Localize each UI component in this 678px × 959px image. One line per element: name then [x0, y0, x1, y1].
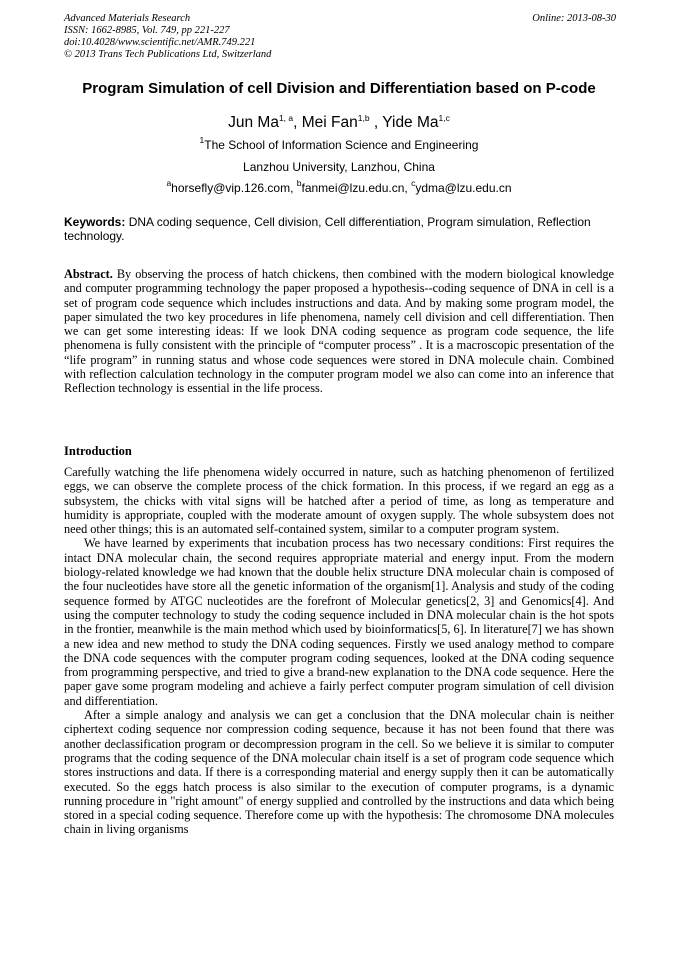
email: horsefly@vip.126.com	[171, 181, 291, 195]
author-line	[40, 113, 638, 132]
email-sup: c	[411, 178, 416, 188]
author-name: Mei Fan	[301, 114, 358, 131]
issn-line: ISSN: 1662-8985, Vol. 749, pp 221-227	[64, 25, 230, 36]
author-name: Yide Ma	[382, 114, 439, 131]
affiliation-line-1	[40, 135, 638, 152]
email: ydma@lzu.edu.cn	[415, 181, 512, 195]
email-sep: ,	[290, 181, 297, 195]
email-sup: b	[296, 178, 302, 188]
paper-title: Program Simulation of cell Division and Differentiation based on P-code	[82, 80, 596, 97]
body-paragraph: Carefully watching the life phenomena widely occurred in nature, such as hatching phenomenon of fertilized eggs, we can observe the complete process of the chick formation. In this process, if we regard an egg as a subsystem, the chicks with vital signs will be hatched after a period of time, as long as temperature and humidity is appropriate, coupled with the moderate amount of oxygen supply. The whole subsystem does not need other things; this is an automated self-contained system, similar to a computer program system.	[64, 465, 614, 537]
author-sup: 1,b	[357, 113, 370, 123]
body-paragraph: We have learned by experiments that incubation process has two necessary conditions: First requires the intact DNA molecular chain, the second requires appropriate material and energy input. From the modern biology-related knowledge we had known that the double helix structure DNA molecular chain is composed of the four nucleotides have store all the genetic information of the organism[1]. Analysis and study of the coding sequence formed by ATGC nucleotides are the forefront of Molecular genetics[2, 3] and Genomics[4]. And using the computer technology to study the coding sequence included in DNA molecular chain is the hot spots in the frontier, meanwhile is the main method which used by bioinformatics[5, 6]. In literature[7] we has shown a new idea and new method to study the DNA coding sequences. Firstly we used analogy method to compare the DNA code sequences with the computer program coding sequences, looked at the DNA coding sequence from programming perspective, and tried to give a brand-new explanation to the DNA code sequence. Here the paper gave some program modeling and achieve a fairly perfect computer program simulation of cell division and differentiation.	[64, 536, 614, 708]
copyright-line: © 2013 Trans Tech Publications Ltd, Switzerland	[64, 49, 272, 60]
journal-header	[64, 13, 616, 61]
keywords-text: DNA coding sequence, Cell division, Cell differentiation, Program simulation, Reflection technology.	[64, 215, 591, 243]
abstract-label: Abstract.	[64, 267, 113, 281]
email-line	[40, 178, 638, 195]
journal-name: Advanced Materials Research	[64, 13, 191, 24]
email-sep: ,	[404, 181, 412, 195]
keywords	[64, 215, 616, 243]
abstract	[64, 267, 614, 396]
email-sup: a	[166, 178, 172, 188]
author-name: Jun Ma	[228, 114, 279, 131]
online-date: Online: 2013-08-30	[532, 13, 616, 24]
author-sup: 1,c	[438, 113, 450, 123]
abstract-text: By observing the process of hatch chickens, then combined with the modern biological knowledge and computer programming technology the paper proposed a hypothesis--coding sequence of DNA in cell is a set of program code sequence which includes instructions and data. And by making some program model, the paper simulated the two key procedures in life phenomena, namely cell division and cell differentiation. Then we can get some interesting ideas: If we look DNA coding sequence as program code sequence, the life phenomena is fully consistent with the principle of “computer process” . It is a macroscopic presentation of the “life program” in running status and whose code sequences were stored in DNA molecule chain. Combined with reflection calculation technology in the computer program model we also can come into an inference that Reflection technology is essential in the life process.	[64, 267, 614, 396]
keywords-label: Keywords:	[64, 215, 126, 229]
introduction-body	[64, 465, 614, 837]
affiliation-sup: 1	[199, 135, 205, 145]
affiliation-school: The School of Information Science and Engineering	[204, 138, 479, 152]
affiliation-line-2: Lanzhou University, Lanzhou, China	[243, 160, 435, 174]
author-sep: ,	[369, 114, 383, 131]
author-sep: ,	[293, 114, 302, 131]
section-heading-introduction: Introduction	[64, 444, 132, 458]
email: fanmei@lzu.edu.cn	[301, 181, 405, 195]
body-paragraph: After a simple analogy and analysis we can get a conclusion that the DNA molecular chain is neither ciphertext coding sequence nor compression coding sequence, because it has not been found that there was another declassification program or decompression program in the cell. So we believe it is similar to computer programs that the coding sequence of the DNA molecular chain itself is a set of program code sequence which stores instructions and data. If there is a corresponding material and energy supply then it can be automatically executed. So the eggs hatch process is also similar to the execution of computer programs, is a dynamic running procedure in "right amount" of energy supplied and controlled by the instructions and data which being stored in a special coding sequence. Therefore come up with the hypothesis: The chromosome DNA molecules chain in living organisms	[64, 708, 614, 837]
doi-line: doi:10.4028/www.scientific.net/AMR.749.221	[64, 37, 256, 48]
author-sup: 1, a	[278, 113, 294, 123]
